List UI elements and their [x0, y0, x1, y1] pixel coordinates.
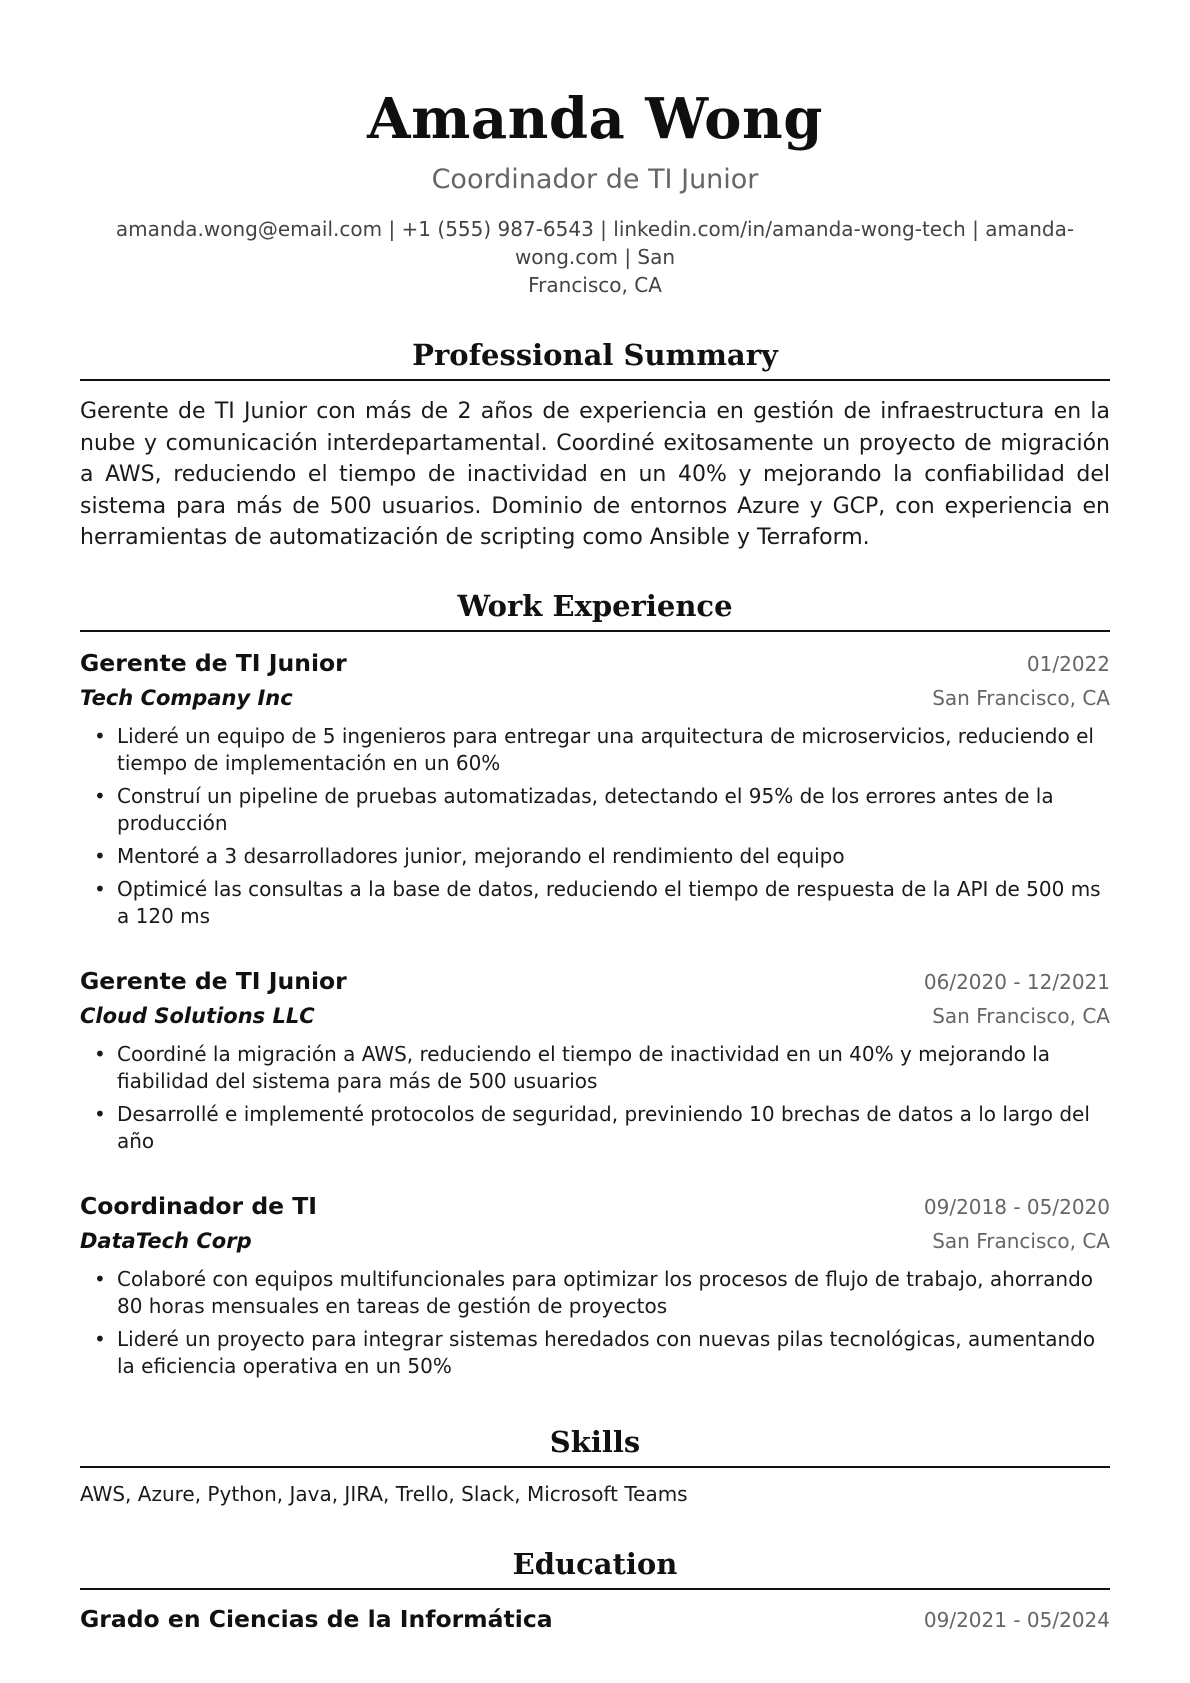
job-bullet: • Optimicé las consultas a la base de datos, reduciendo el tiempo de respuesta de la API de 500 ms a 120 ms [94, 876, 1101, 928]
job-entry [80, 1189, 1110, 1380]
bullet-dot-icon: • [94, 1266, 106, 1291]
education-heading: Education [80, 1546, 1110, 1590]
degree-date: 09/2021 - 05/2024 [923, 1607, 1110, 1632]
job-date: 06/2020 - 12/2021 [923, 969, 1110, 994]
job-bullet: • Lideré un proyecto para integrar sistemas heredados con nuevas pilas tecnológicas, aumentando la eficiencia operativa en un 50% [94, 1326, 1096, 1378]
contact-info [80, 215, 1110, 299]
job-bullets [80, 1041, 1110, 1155]
job-bullet: • Desarrollé e implementé protocolos de seguridad, previniendo 10 brechas de datos a lo largo del año [94, 1101, 1090, 1153]
bullet-dot-icon: • [94, 876, 106, 901]
summary-heading: Professional Summary [80, 337, 1110, 381]
job-date: 09/2018 - 05/2020 [923, 1194, 1110, 1219]
job-bullet: • Mentoré a 3 desarrolladores junior, mejorando el rendimiento del equipo [94, 843, 845, 868]
job-location: San Francisco, CA [932, 1228, 1110, 1253]
skills-list: AWS, Azure, Python, Java, JIRA, Trello, Slack, Microsoft Teams [80, 1481, 688, 1506]
job-company: Cloud Solutions LLC [80, 1003, 315, 1028]
job-company: DataTech Corp [80, 1228, 252, 1253]
job-bullet: • Coordiné la migración a AWS, reduciendo el tiempo de inactividad en un 40% y mejorando la fiabilidad del sistema para más de 500 usuarios [94, 1041, 1050, 1093]
job-company: Tech Company Inc [80, 685, 293, 710]
job-date: 01/2022 [1026, 651, 1110, 676]
job-entry [80, 646, 1110, 930]
job-bullets [80, 723, 1110, 930]
bullet-dot-icon: • [94, 843, 106, 868]
bullet-dot-icon: • [94, 1041, 106, 1066]
bullet-dot-icon: • [94, 783, 106, 808]
job-title: Gerente de TI Junior [80, 648, 347, 677]
skills-section [80, 1424, 1110, 1508]
contact-line-1: amanda.wong@email.com | +1 (555) 987-6543 | linkedin.com/in/amanda-wong-tech | amanda-wong.com | San [115, 217, 1075, 269]
candidate-role: Coordinador de TI Junior [431, 164, 759, 195]
summary-text: Gerente de TI Junior con más de 2 años de experiencia en gestión de infraestructura en la nube y comunicación interdepartamental. Coordiné exitosamente un proyecto de migración a AWS, reduciendo el tiempo de inactividad en un 40% y mejorando la confiabilidad del sistema para más de 500 usuarios. Dominio de entornos Azure y GCP, con experiencia en herramientas de automatización de scripting como Ansible y Terraform. [80, 399, 1110, 550]
education-section [80, 1546, 1110, 1637]
job-location: San Francisco, CA [932, 1003, 1110, 1028]
bullet-dot-icon: • [94, 1326, 106, 1351]
job-entry [80, 964, 1110, 1155]
bullet-dot-icon: • [94, 1101, 106, 1126]
job-location: San Francisco, CA [932, 685, 1110, 710]
degree-title: Grado en Ciencias de la Informática [80, 1604, 553, 1633]
candidate-name: Amanda Wong [367, 86, 823, 152]
job-bullet: • Colaboré con equipos multifuncionales para optimizar los procesos de flujo de trabajo, ahorrando 80 horas mensuales en tareas de gestión de proyectos [94, 1266, 1094, 1318]
contact-line-2: Francisco, CA [528, 273, 662, 297]
job-title: Gerente de TI Junior [80, 966, 347, 995]
summary-section [80, 337, 1110, 554]
skills-heading: Skills [80, 1424, 1110, 1468]
job-title: Coordinador de TI [80, 1191, 318, 1220]
job-bullet: • Construí un pipeline de pruebas automatizadas, detectando el 95% de los errores antes de la producción [94, 783, 1054, 835]
bullet-dot-icon: • [94, 723, 106, 748]
experience-section [80, 588, 1110, 1380]
experience-heading: Work Experience [80, 588, 1110, 632]
job-bullets [80, 1266, 1110, 1380]
job-bullet: • Lideré un equipo de 5 ingenieros para entregar una arquitectura de microservicios, reduciendo el tiempo de implementación en un 60% [94, 723, 1094, 775]
